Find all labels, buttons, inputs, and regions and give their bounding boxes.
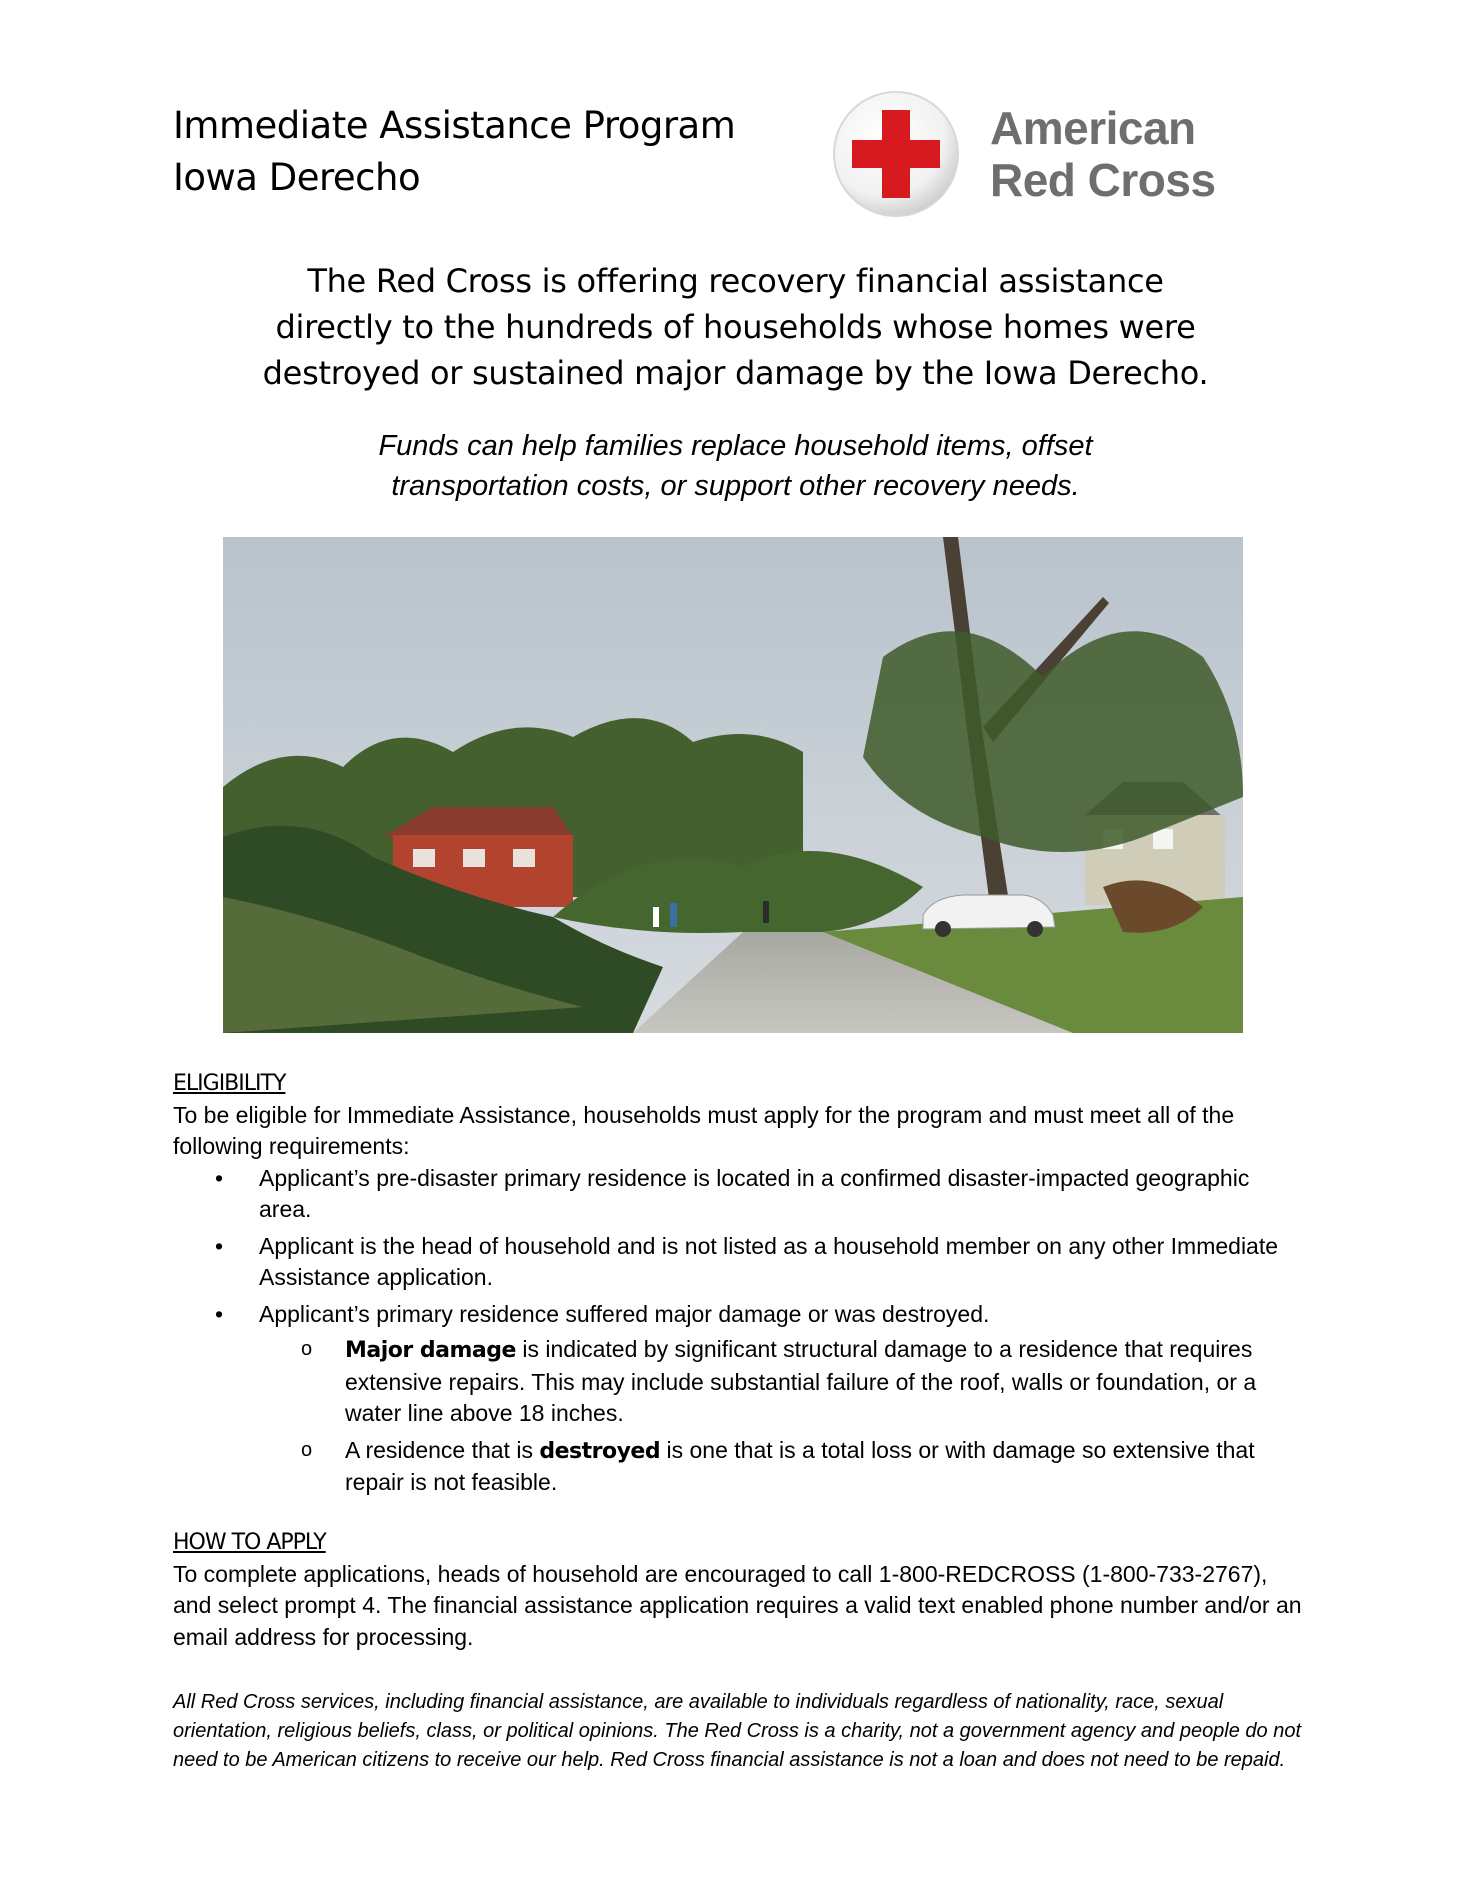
- logo-wordmark-line2: Red Cross: [990, 154, 1216, 206]
- definition-prefix: A residence that is: [345, 1436, 540, 1463]
- page-title: [173, 100, 735, 204]
- eligibility-section: [173, 1068, 1303, 1504]
- headline-line: destroyed or sustained major damage by the Iowa Derecho.: [262, 354, 1209, 392]
- damage-definitions-list: [259, 1334, 1303, 1499]
- list-item-text: Applicant’s pre-disaster primary residence is located in a confirmed disaster-impacted geographic area.: [259, 1164, 1250, 1222]
- eligibility-heading: ELIGIBILITY: [173, 1071, 286, 1096]
- list-item: [173, 1231, 1303, 1294]
- list-item-text: Applicant is the head of household and is not listed as a household member on any other Immediate Assistance application.: [259, 1232, 1279, 1290]
- bullet-icon: •: [215, 1232, 224, 1259]
- subheadline-line: Funds can help families replace household items, offset: [378, 430, 1093, 462]
- subheadline-line: transportation costs, or support other recovery needs.: [391, 470, 1080, 502]
- title-line-program: Immediate Assistance Program: [173, 104, 736, 147]
- how-to-apply-text: To complete applications, heads of household are encouraged to call 1-800-REDCROSS (1-800-733-2767), and select prompt 4. The financial assistance application requires a valid text enabled phone number and/or an email address for processing.: [173, 1560, 1302, 1650]
- headline: [200, 258, 1271, 396]
- subheadline: [200, 426, 1271, 506]
- term-major-damage: Major damage: [345, 1338, 516, 1363]
- definition-text: is indicated by significant structural damage to a residence that requires extensive repairs. This may include substantial failure of the roof, walls or foundation, or a water line above 18 inches.: [345, 1336, 1257, 1426]
- eligibility-list: [173, 1163, 1303, 1499]
- eligibility-intro: To be eligible for Immediate Assistance, households must apply for the program and must meet all of the following requirements:: [173, 1101, 1235, 1159]
- storm-damage-photo: [223, 537, 1243, 1033]
- definition-text: is one that is a total loss or with damage so extensive that repair is not feasible.: [345, 1436, 1255, 1495]
- circle-bullet-icon: o: [301, 1338, 313, 1360]
- term-destroyed: destroyed: [539, 1438, 661, 1464]
- list-item: [173, 1299, 1303, 1499]
- list-item-text: Applicant’s primary residence suffered major damage or was destroyed.: [259, 1300, 990, 1327]
- bullet-icon: •: [215, 1300, 224, 1327]
- list-item: [173, 1163, 1303, 1226]
- circle-bullet-icon: o: [301, 1438, 313, 1461]
- headline-line: The Red Cross is offering recovery financial assistance: [307, 262, 1164, 300]
- logo-wordmark-line1: American: [990, 102, 1196, 154]
- logo-wordmark: [990, 102, 1216, 206]
- disclaimer: All Red Cross services, including financial assistance, are available to individuals regardless of nationality, race, sexual orientation, religious beliefs, class, or political opinions. The Red Cross is a charity, not a government agency and people do not need to be American citizens to receive our help. Red Cross financial assistance is not a loan and does not need to be repaid.: [173, 1691, 1302, 1771]
- headline-line: directly to the hundreds of households whose homes were: [275, 308, 1196, 346]
- how-to-apply-heading: HOW TO APPLY: [173, 1530, 326, 1555]
- bullet-icon: •: [215, 1164, 224, 1191]
- how-to-apply-section: [173, 1527, 1303, 1653]
- list-item: [259, 1435, 1303, 1499]
- list-item: [259, 1334, 1303, 1430]
- red-cross-emblem-icon: [830, 88, 970, 224]
- red-cross-logo: [830, 88, 1250, 224]
- title-line-event: Iowa Derecho: [173, 156, 421, 199]
